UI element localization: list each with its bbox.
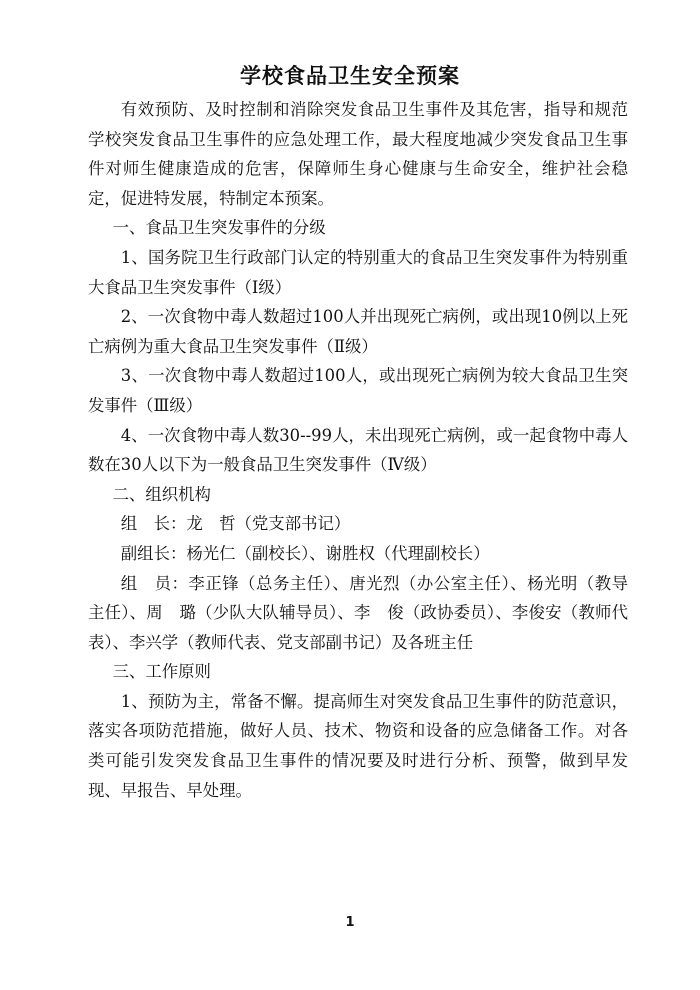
intro-paragraph: 有效预防、及时控制和消除突发食品卫生事件及其危害，指导和规范学校突发食品卫生事件的应急处理工作，最大程度地减少突发食品卫生事件对师生健康造成的危害，保障师生身心健康与生命安全，维护社会稳定，促进特发展，特制定本预案。 [88, 100, 628, 208]
document-title: 学校食品卫生安全预案 [240, 64, 460, 88]
principle-item-1: 1、预防为主，常备不懈。提高师生对突发食品卫生事件的防范意识，落实各项防范措施，做好人员、技术、物资和设备的应急储备工作。对各类可能引发突发食品卫生事件的情况要及时进行分析、预警，做到早发现、早报告、早处理。 [88, 691, 628, 800]
section-heading-grading: 一、食品卫生突发事件的分级 [112, 218, 326, 238]
team-deputy-leader: 副组长：杨光仁（副校长）、谢胜权（代理副校长） [120, 543, 490, 563]
grading-item-4: 4、一次食物中毒人数30--99人，未出现死亡病例，或一起食物中毒人数在30人以下为一般食品卫生突发事件（Ⅳ级） [88, 425, 628, 475]
document-body [88, 95, 628, 805]
page-number: 1 [345, 915, 355, 930]
team-leader: 组 长：龙 哲（党支部书记） [120, 514, 351, 534]
section-heading-principles: 三、工作原则 [112, 662, 211, 682]
grading-item-2: 2、一次食物中毒人数超过100人并出现死亡病例，或出现10例以上死亡病例为重大食品卫生突发事件（Ⅱ级） [88, 307, 628, 356]
team-members: 组 员：李正锋（总务主任）、唐光烈（办公室主任）、杨光明（教导主任）、周 璐（少队大队辅导员）、李 俊（政协委员）、李俊安（教师代表）、李兴学（教师代表、党支部副书记）及各班主任 [88, 573, 628, 652]
section-heading-organization: 二、组织机构 [112, 484, 211, 504]
grading-item-1: 1、国务院卫生行政部门认定的特别重大的食品卫生突发事件为特别重大食品卫生突发事件（Ⅰ级） [88, 247, 628, 297]
grading-item-3: 3、一次食物中毒人数超过100人，或出现死亡病例为较大食品卫生突发事件（Ⅲ级） [88, 366, 628, 415]
